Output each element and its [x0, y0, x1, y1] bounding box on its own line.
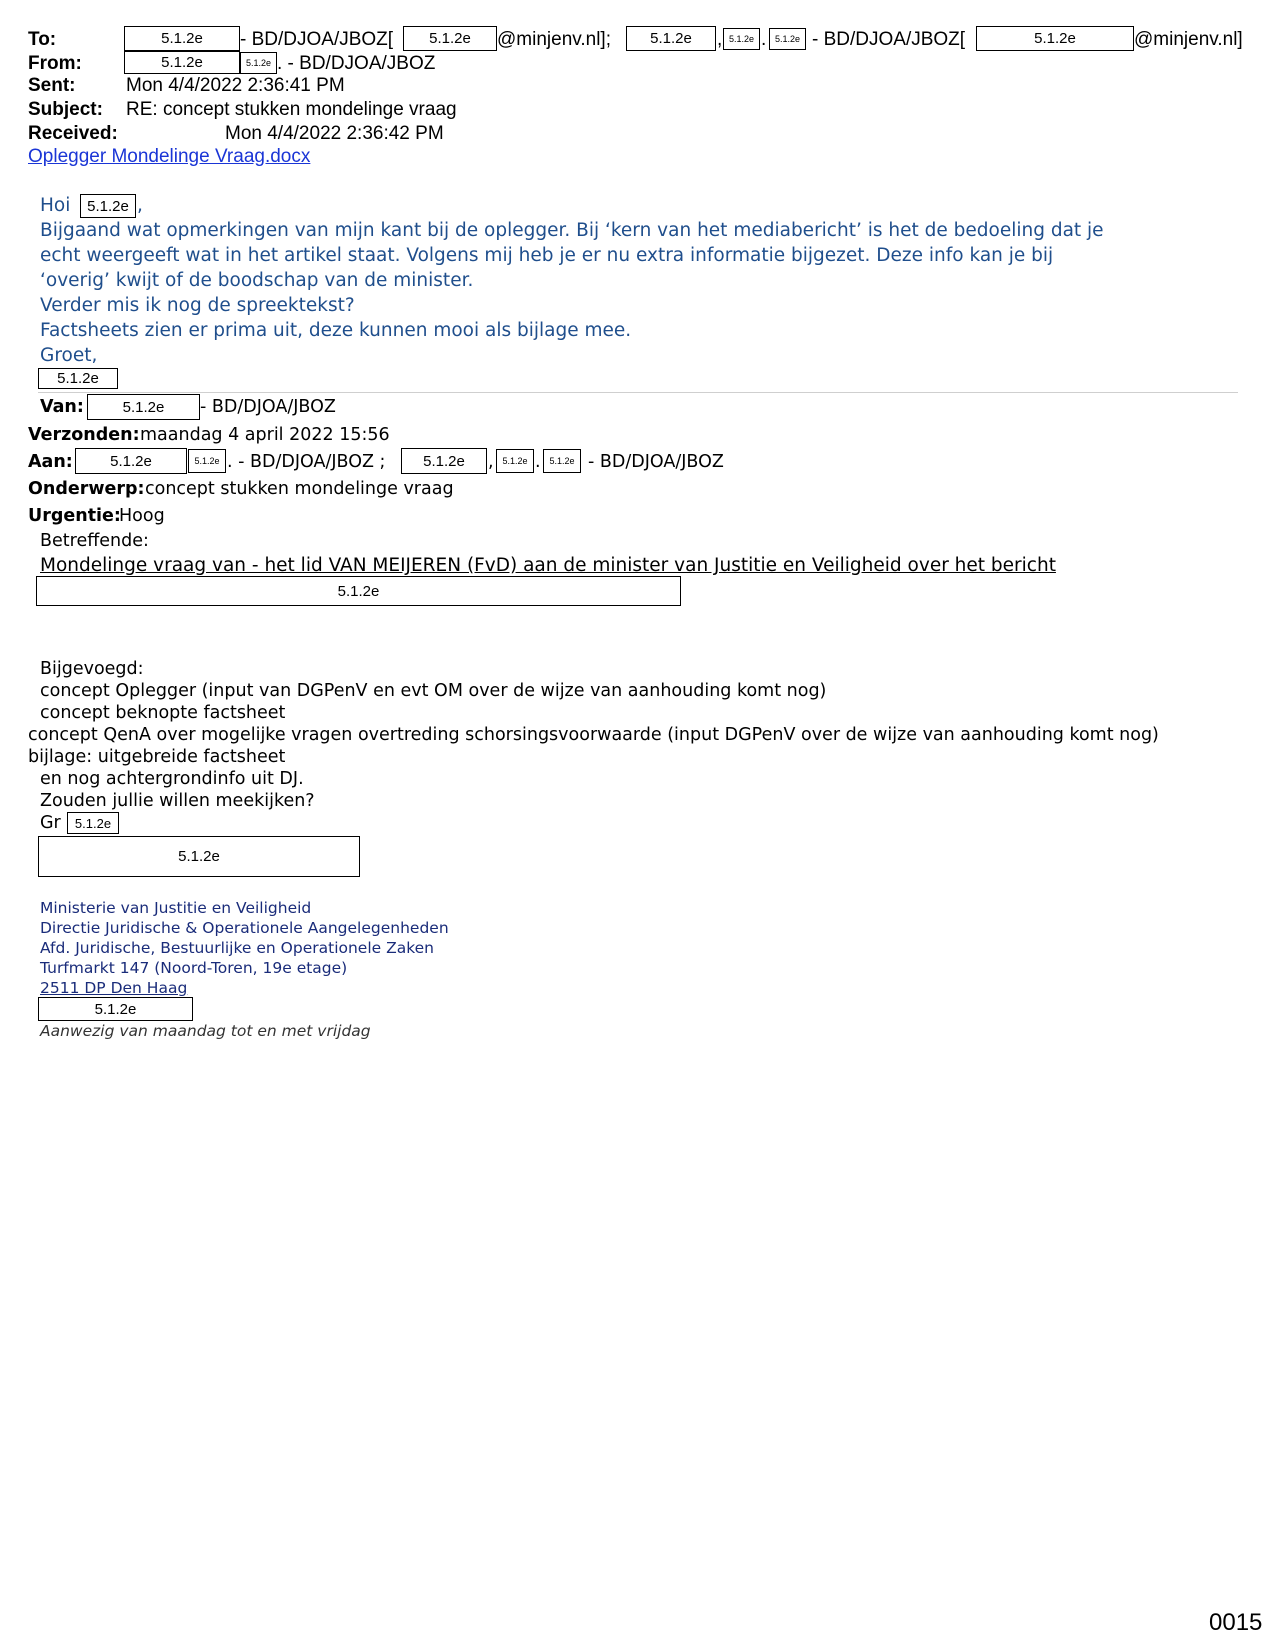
redaction-code: 5.1.2e — [74, 815, 112, 831]
signature-line: 2511 DP Den Haag — [40, 979, 188, 997]
signature-line: Afd. Juridische, Bestuurlijke en Operationele Zaken — [40, 939, 435, 957]
urgentie-label: Urgentie: — [28, 506, 121, 526]
from-label: From: — [28, 53, 82, 74]
closing-question: Zouden jullie willen meekijken? — [40, 791, 315, 811]
redaction-code: 5.1.2e — [122, 398, 165, 416]
comma-separator: , — [488, 452, 494, 472]
attachment-item: en nog achtergrondinfo uit DJ. — [40, 769, 304, 789]
aan-org-2: - BD/DJOA/JBOZ — [588, 452, 724, 472]
signature-line: Turfmarkt 147 (Noord-Toren, 19e etage) — [40, 959, 348, 977]
redaction-box-small — [769, 28, 806, 50]
redaction-box-large — [38, 836, 360, 877]
redaction-box — [401, 448, 487, 474]
redaction-code: 5.1.2e — [194, 455, 220, 466]
redaction-box-small — [240, 52, 277, 74]
verzonden-value: maandag 4 april 2022 15:56 — [140, 425, 390, 445]
redaction-code: 5.1.2e — [110, 452, 152, 470]
reply-line: Factsheets zien er prima uit, deze kunnen mooi als bijlage mee. — [40, 320, 632, 341]
urgentie-value: Hoog — [119, 506, 165, 526]
comma-separator: , — [717, 29, 723, 50]
redaction-box — [124, 51, 240, 74]
verzonden-label: Verzonden: — [28, 425, 140, 445]
attachment-item: bijlage: uitgebreide factsheet — [28, 747, 286, 767]
redaction-box — [403, 26, 497, 51]
dot-separator: . — [761, 29, 767, 50]
aan-label: Aan: — [28, 452, 73, 472]
bijgevoegd-label: Bijgevoegd: — [40, 659, 144, 679]
received-value: Mon 4/4/2022 2:36:42 PM — [225, 123, 444, 144]
signature-line: Ministerie van Justitie en Veiligheid — [40, 899, 312, 917]
attachment-item: concept beknopte factsheet — [40, 703, 286, 723]
aan-org-1: . - BD/DJOA/JBOZ ; — [227, 452, 386, 472]
redaction-code: 5.1.2e — [502, 455, 528, 466]
reply-line: ‘overig’ kwijt of de boodschap van de minister. — [40, 270, 474, 291]
to-domain-2: @minjenv.nl] — [1134, 29, 1243, 50]
redaction-code: 5.1.2e — [650, 30, 692, 47]
reply-closing: Groet, — [40, 345, 98, 366]
redaction-box-small — [188, 449, 226, 473]
redaction-code: 5.1.2e — [1034, 30, 1076, 47]
redaction-code: 5.1.2e — [245, 57, 272, 68]
mondelinge-vraag-title: Mondelinge vraag van - het lid VAN MEIJEREN (FvD) aan de minister van Justitie en Veiligheid over het bericht — [40, 555, 1056, 576]
reply-greeting: Hoi — [40, 195, 71, 216]
dot-separator: . — [535, 452, 541, 472]
sent-label: Sent: — [28, 75, 76, 96]
subject-label: Subject: — [28, 99, 103, 120]
redaction-box-small — [543, 449, 581, 473]
to-label: To: — [28, 29, 57, 50]
divider — [38, 392, 1238, 393]
redaction-code: 5.1.2e — [87, 197, 129, 215]
signature-line: Directie Juridische & Operationele Aangelegenheden — [40, 919, 449, 937]
redaction-box — [75, 448, 187, 474]
redaction-code: 5.1.2e — [178, 848, 220, 865]
redaction-code: 5.1.2e — [57, 370, 99, 387]
redaction-code: 5.1.2e — [429, 30, 471, 47]
gr-label: Gr — [40, 813, 61, 833]
redaction-box — [124, 26, 240, 51]
onderwerp-label: Onderwerp: — [28, 479, 145, 499]
redaction-code: 5.1.2e — [161, 30, 203, 47]
van-label: Van: — [40, 397, 84, 417]
betreffende-label: Betreffende: — [40, 531, 149, 551]
to-org-2: - BD/DJOA/JBOZ[ — [812, 29, 966, 50]
redaction-box-wide — [36, 576, 681, 606]
redaction-code: 5.1.2e — [337, 582, 380, 600]
reply-line: echt weergeeft wat in het artikel staat. Volgens mij heb je er nu extra informatie bijgezet. Deze info kan je bij — [40, 245, 1054, 266]
page-number: 0015 — [1209, 1609, 1263, 1636]
redaction-box-small — [496, 449, 534, 473]
redaction-box — [67, 812, 119, 834]
reply-line: Bijgaand wat opmerkingen van mijn kant bij de oplegger. Bij ‘kern van het mediabericht’ is het de bedoeling dat je — [40, 220, 1104, 241]
van-org: - BD/DJOA/JBOZ — [200, 397, 336, 417]
redaction-box — [976, 26, 1134, 51]
redaction-code: 5.1.2e — [728, 33, 755, 44]
redaction-code: 5.1.2e — [161, 54, 203, 71]
subject-value: RE: concept stukken mondelinge vraag — [126, 99, 457, 120]
sent-value: Mon 4/4/2022 2:36:41 PM — [126, 75, 345, 96]
availability-note: Aanwezig van maandag tot en met vrijdag — [40, 1022, 371, 1040]
attachment-link[interactable]: Oplegger Mondelinge Vraag.docx — [28, 146, 311, 167]
redaction-box — [626, 26, 716, 51]
redaction-box — [38, 997, 193, 1021]
redaction-box — [87, 394, 200, 420]
redaction-code: 5.1.2e — [549, 455, 575, 466]
reply-line: Verder mis ik nog de spreektekst? — [40, 295, 355, 316]
from-org: . - BD/DJOA/JBOZ — [277, 53, 436, 74]
to-org-1: - BD/DJOA/JBOZ[ — [240, 29, 394, 50]
redaction-code: 5.1.2e — [774, 33, 801, 44]
to-domain-1: @minjenv.nl]; — [497, 29, 611, 50]
onderwerp-value: concept stukken mondelinge vraag — [145, 479, 454, 499]
attachment-item: concept Oplegger (input van DGPenV en evt OM over de wijze van aanhouding komt nog) — [40, 681, 827, 701]
redaction-code: 5.1.2e — [423, 452, 465, 470]
redaction-box — [38, 368, 118, 389]
redaction-box — [80, 194, 136, 218]
redaction-code: 5.1.2e — [94, 1000, 137, 1018]
greeting-comma: , — [137, 195, 143, 216]
redaction-box-small — [723, 28, 760, 50]
attachment-item: concept QenA over mogelijke vragen overtreding schorsingsvoorwaarde (input DGPenV over de wijze van aanhouding komt nog) — [28, 725, 1159, 745]
received-label: Received: — [28, 123, 118, 144]
